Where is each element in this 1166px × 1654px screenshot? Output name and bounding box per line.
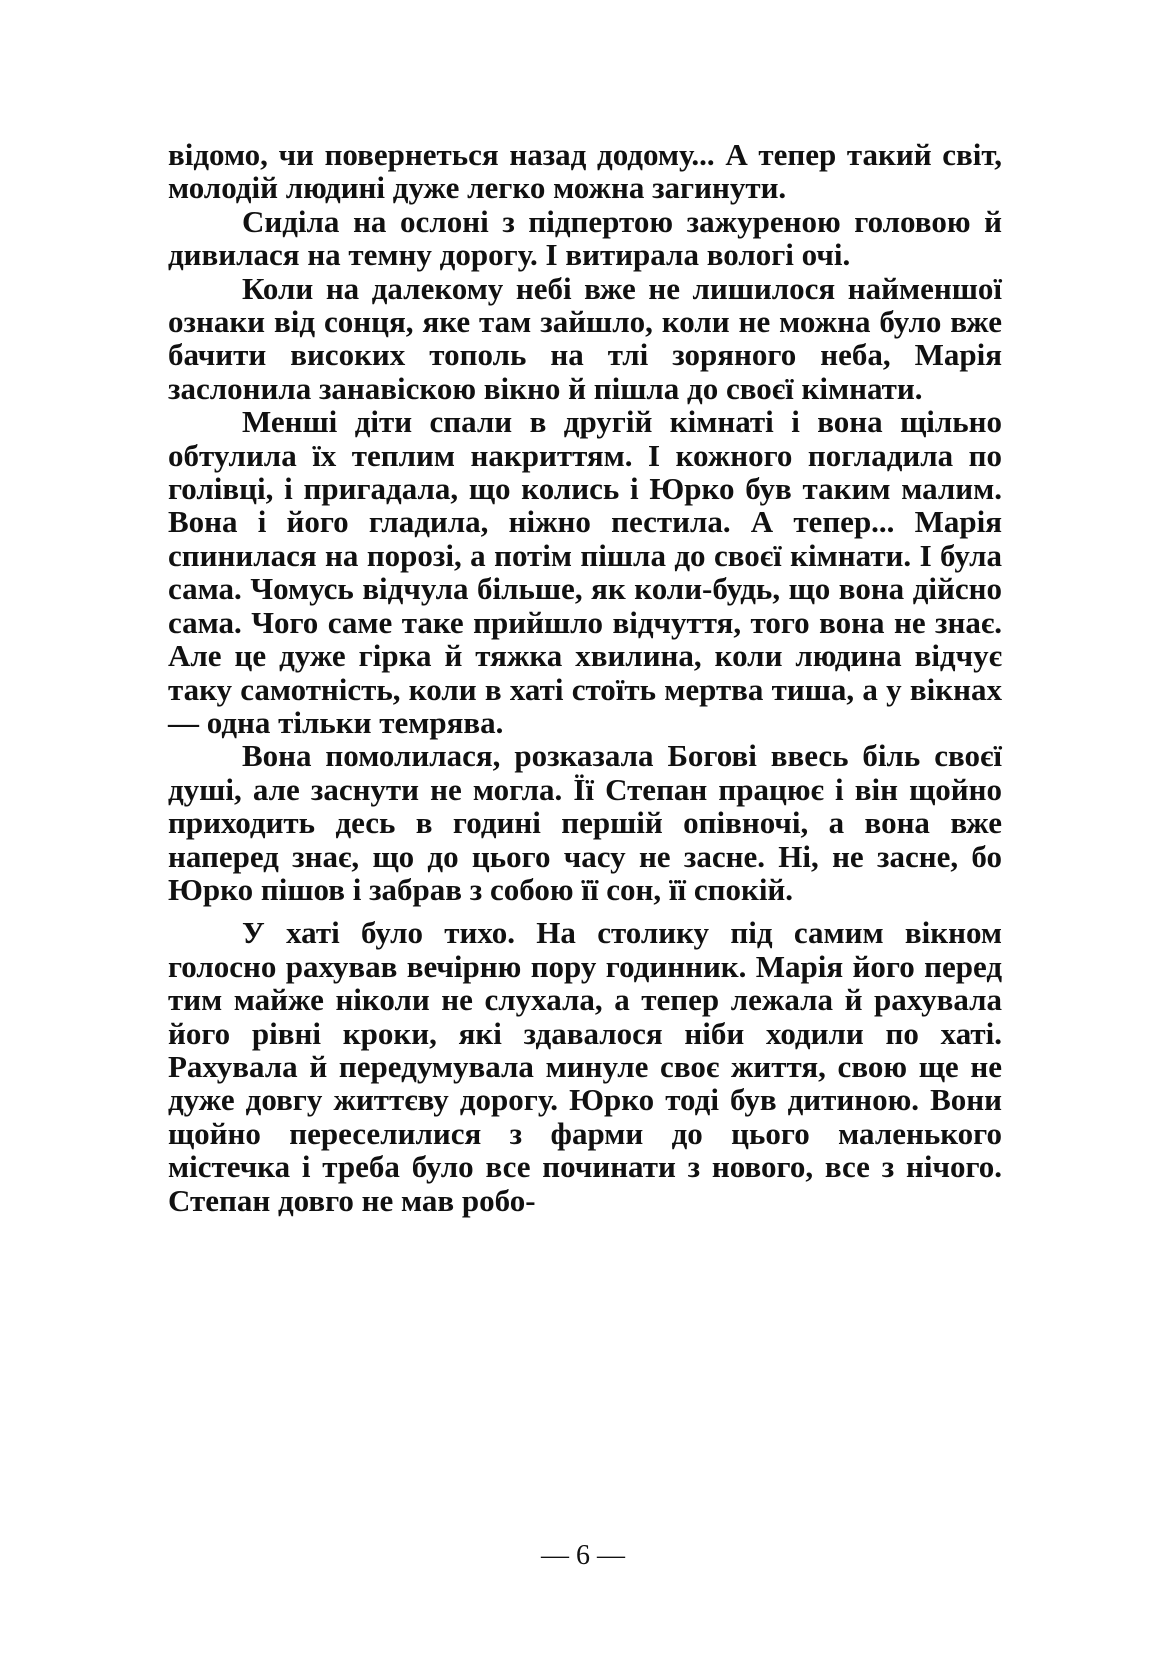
paragraph-6: У хаті було тихо. На столику під самим вікном голосно рахував вечірню пору годинник. Марія його перед тим майже ніколи не слухала, а тепер лежала й рахувала його рівні кроки, які здавалося ніби ходили по хаті. Рахувала й передумувала минуле своє життя, свою ще не дуже довгу життєву дорогу. Юрко тоді був дитиною. Вони щойно переселилися з фарми до цього маленького містечка і треба було все починати з нового, все з нічого. Степан довго не мав робо-: [168, 915, 1002, 1218]
paragraph-2: Сиділа на ослоні з підпертою зажуреною головою й дивилася на темну дорогу. І витирала вологі очі.: [168, 203, 1002, 273]
page-text: [168, 138, 1002, 1217]
paragraph-5: Вона помолилася, розказала Богові ввесь біль своєї душі, але заснути не могла. Її Степан працює і він щойно приходить десь в годині першій опівночі, а вона вже наперед знає, що до цього часу не засне. Ні, не засне, бо Юрко пішов і забрав з собою її сон, її спокій.: [168, 738, 1002, 907]
page-number: — 6 —: [541, 1540, 625, 1571]
paragraph-3: Коли на далекому небі вже не лишилося найменшої ознаки від сонця, яке там зайшло, коли не можна було вже бачити високих тополь на тлі зоряного неба, Марія заслонила занавіскою вікно й пішла до своєї кімнати.: [168, 270, 1002, 406]
paragraph-1: відомо, чи повернеться назад додому... А тепер такий світ, молодій людині дуже легко можна загинути.: [168, 137, 1002, 206]
paragraph-4: Менші діти спали в другій кімнаті і вона щільно обтулила їх теплим накриттям. І кожного погладила по голівці, і пригадала, що колись і Юрко був таким малим. Вона і його гладила, ніжно пестила. А тепер... Марія спинилася на порозі, а потім пішла до своєї кімнати. І була сама. Чомусь відчула більше, як коли-будь, що вона дійсно сама. Чого саме таке прийшло відчуття, того вона не знає. Але це дуже гірка й тяжка хвилина, коли людина відчує таку самотність, коли в хаті стоїть мертва тиша, а у вікнах — одна тільки темрява.: [168, 404, 1002, 740]
